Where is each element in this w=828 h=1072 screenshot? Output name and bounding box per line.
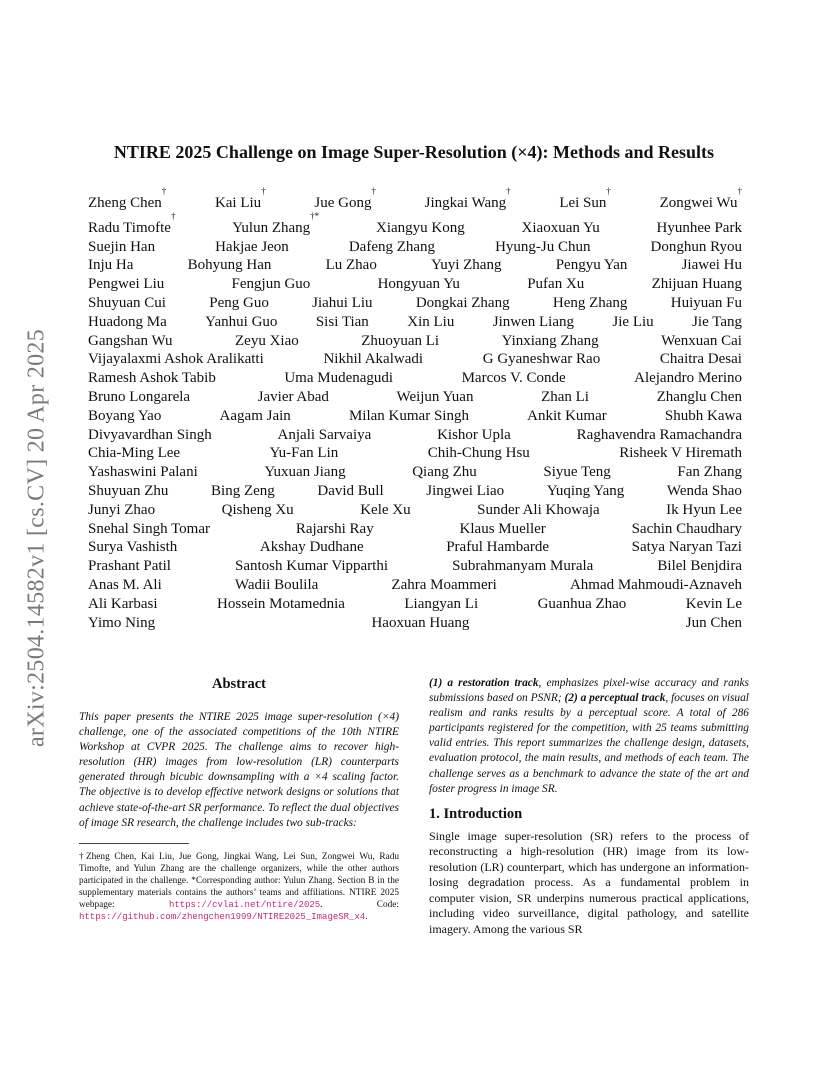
author-name: Junyi Zhao (88, 501, 156, 518)
author-name: Pengyu Yan (555, 257, 628, 274)
author-name: G Gyaneshwar Rao (482, 351, 601, 368)
author-name: Suejin Han (88, 238, 156, 255)
author-name: Jinwen Liang (492, 313, 574, 330)
introduction-heading: 1. Introduction (429, 805, 523, 822)
author-name: Akshay Dudhane (259, 539, 364, 556)
author-name: Yanhui Guo (205, 313, 278, 330)
author-name: Yuxuan Jiang (264, 464, 346, 481)
author-name: Prashant Patil (88, 558, 171, 575)
author-name: Bing Zeng (211, 482, 275, 499)
author-name: Xiaoxuan Yu (521, 219, 600, 236)
author-row (88, 463, 742, 482)
author-row (88, 332, 742, 351)
author-name: Rajarshi Ray (295, 520, 374, 537)
author-name: Qisheng Xu (221, 501, 294, 518)
author-name: Jun Chen (685, 614, 742, 631)
author-name: David Bull (317, 482, 384, 499)
author-name: Risheek V Hiremath (619, 445, 742, 462)
author-name: Gangshan Wu (88, 332, 173, 349)
author-name: Hakjae Jeon (215, 238, 289, 255)
author-row (88, 538, 742, 557)
author-name: Anjali Sarvaiya (277, 426, 372, 443)
author-name: Qiang Zhu (412, 464, 477, 481)
author-name: Hyung-Ju Chun (495, 238, 591, 255)
author-name: Peng Guo (209, 294, 269, 311)
left-column (79, 676, 399, 923)
author-name: Yuyi Zhang (431, 257, 502, 274)
author-name: Zahra Moammeri (391, 576, 497, 593)
author-list (88, 186, 742, 632)
author-name: Siyue Teng (543, 464, 611, 481)
author-name: Donghun Ryou (650, 238, 742, 255)
author-name: Guanhua Zhao (537, 595, 627, 612)
author-name: Anas M. Ali (88, 576, 162, 593)
author-row (88, 520, 742, 539)
author-name: Zhijuan Huang (651, 276, 742, 293)
author-name: Shuyuan Zhu (88, 482, 169, 499)
author-name: Jiawei Hu (681, 257, 742, 274)
author-name: Yimo Ning (88, 614, 156, 631)
author-name: Alejandro Merino (634, 370, 742, 387)
author-name: Aagam Jain (219, 407, 291, 424)
author-name: Divyavardhan Singh (88, 426, 212, 443)
author-name: Jie Liu (612, 313, 654, 330)
author-name: Heng Zhang (552, 294, 628, 311)
author-row (88, 614, 742, 633)
author-name: Hyunhee Park (656, 219, 742, 236)
author-name: Santosh Kumar Vipparthi (235, 558, 388, 575)
code-link[interactable]: https://github.com/zhengchen1999/NTIRE2025_ImageSR_x4 (79, 912, 366, 923)
author-name: Hongyuan Yu (377, 276, 460, 293)
author-name: Zhan Li (541, 388, 589, 405)
author-name: Kele Xu (360, 501, 411, 518)
author-name: Yulun Zhang†* (232, 210, 320, 236)
author-name: Uma Mudenagudi (284, 370, 394, 387)
author-row (88, 369, 742, 388)
footnote-mid: . Code: (320, 900, 400, 911)
author-row (88, 501, 742, 520)
author-name: Dongkai Zhang (415, 294, 510, 311)
right-column (429, 676, 749, 937)
author-name: Snehal Singh Tomar (88, 520, 210, 537)
author-name: Weijun Yuan (396, 388, 474, 405)
perceptual-track-label: (2) a perceptual track (564, 692, 666, 705)
author-name: Xiangyu Kong (375, 219, 465, 236)
author-name: Bohyung Han (187, 257, 272, 274)
author-name: Fengjun Guo (231, 276, 311, 293)
author-name: Sisi Tian (315, 313, 369, 330)
author-name: Radu Timofte† (88, 210, 176, 236)
author-name: Hossein Motamednia (217, 595, 345, 612)
author-name: Jue Gong† (314, 186, 376, 211)
author-name: Sunder Ali Khowaja (477, 501, 600, 518)
author-name: Surya Vashisth (88, 539, 178, 556)
author-name: Fan Zhang (677, 464, 742, 481)
abstract-continued (429, 676, 749, 797)
paper-title: NTIRE 2025 Challenge on Image Super-Resolution (×4): Methods and Results (113, 142, 715, 162)
author-name: Vijayalaxmi Ashok Aralikatti (88, 351, 264, 368)
author-name: Lei Sun† (559, 186, 611, 211)
introduction-text: Single image super-resolution (SR) refers to the process of reconstructing a high-resolution (HR) image from its low-resolution (LR) counterpart, which has undergone an information-losing degradation process. As a fundamental problem in computer vision, SR underpins numerous practical applications, including video surveillance, digital pathology, and satellite imagery. Among the various SR (429, 828, 749, 936)
webpage-link[interactable]: https://cvlai.net/ntire/2025 (168, 900, 321, 911)
footnote-end: . (365, 912, 368, 923)
author-name: Pengwei Liu (88, 276, 165, 293)
author-name: Ik Hyun Lee (666, 501, 742, 518)
author-name: Jiahui Liu (312, 294, 373, 311)
author-name: Yuqing Yang (546, 482, 625, 499)
author-name: Jingwei Liao (426, 482, 505, 499)
author-name: Inju Ha (88, 257, 134, 274)
author-row (88, 275, 742, 294)
author-name: Xin Liu (407, 313, 455, 330)
author-name: Yinxiang Zhang (501, 332, 599, 349)
author-name: Liangyan Li (404, 595, 479, 612)
author-name: Jie Tang (692, 313, 742, 330)
author-row (88, 350, 742, 369)
author-name: Wenda Shao (666, 482, 742, 499)
author-name: Chia-Ming Lee (88, 445, 181, 462)
author-name: Ankit Kumar (527, 407, 607, 424)
author-name: Bruno Longarela (88, 388, 191, 405)
author-name: Zongwei Wu† (659, 186, 742, 211)
author-name: Zeyu Xiao (235, 332, 299, 349)
author-name: Bilel Benjdira (657, 558, 742, 575)
author-row (88, 482, 742, 501)
author-name: Yashaswini Palani (88, 464, 198, 481)
author-row (88, 238, 742, 257)
footnote-text: †Zheng Chen, Kai Liu, Jue Gong, Jingkai Wang, Lei Sun, Zongwei Wu, Radu Timofte, and Yulun Zhang are the challenge organizers, while the other authors participated in the challenge. *Corresponding author: Yulun Zhang. Section B in the supplementary materials contains the authors’ teams and affiliations. NTIRE 2025 webpage: (79, 851, 399, 911)
author-row (88, 595, 742, 614)
author-name: Yu-Fan Lin (269, 445, 339, 462)
author-name: Satya Naryan Tazi (631, 539, 742, 556)
author-name: Zhuoyuan Li (361, 332, 440, 349)
perceptual-track-text: , focuses on visual realism and ranks results by a perceptual score. A total of 286 participants registered for the competition, with 25 teams submitting valid entries. This report summarizes the challenge design, datasets, evaluation protocol, the main results, and methods of each team. The challenge serves as a benchmark to advance the state of the art and foster progress in image SR. (429, 692, 749, 795)
author-name: Zheng Chen† (88, 186, 167, 211)
author-name: Huadong Ma (88, 313, 167, 330)
author-name: Shuyuan Cui (88, 294, 166, 311)
author-name: Kevin Le (685, 595, 742, 612)
author-name: Ahmad Mahmoudi-Aznaveh (569, 576, 742, 593)
author-name: Ramesh Ashok Tabib (88, 370, 216, 387)
footnote-rule (79, 843, 189, 844)
abstract-text: This paper presents the NTIRE 2025 image super-resolution (×4) challenge, one of the associated competitions of the 10th NTIRE Workshop at CVPR 2025. The challenge aims to recover high-resolution (HR) images from low-resolution (LR) counterparts generated through bicubic downsampling with a ×4 scaling factor. The objective is to develop effective network designs or solutions that achieve state-of-the-art SR performance. To reflect the dual objectives of image SR research, the challenge includes two sub-tracks: (79, 711, 399, 829)
restoration-track-label: (1) a restoration track (429, 677, 539, 689)
author-name: Zhanglu Chen (656, 388, 742, 405)
author-name: Chaitra Desai (659, 351, 742, 368)
author-row (88, 557, 742, 576)
author-row (88, 444, 742, 463)
author-name: Wadii Boulila (234, 576, 319, 593)
abstract-heading: Abstract (212, 676, 266, 692)
arxiv-identifier-sidebar (22, 300, 52, 775)
author-name: Nikhil Akalwadi (323, 351, 424, 368)
author-name: Huiyuan Fu (670, 294, 742, 311)
author-row (88, 294, 742, 313)
author-name: Kishor Upla (437, 426, 511, 443)
author-name: Dafeng Zhang (348, 238, 436, 255)
author-name: Subrahmanyam Murala (452, 558, 594, 575)
author-row (88, 256, 742, 275)
author-name: Sachin Chaudhary (631, 520, 742, 537)
author-row (88, 576, 742, 595)
author-name: Wenxuan Cai (661, 332, 742, 349)
author-name: Boyang Yao (88, 407, 162, 424)
author-row (88, 210, 742, 238)
author-name: Raghavendra Ramachandra (576, 426, 742, 443)
author-name: Chih-Chung Hsu (427, 445, 530, 462)
author-row (88, 388, 742, 407)
author-name: Haoxuan Huang (371, 614, 470, 631)
author-name: Lu Zhao (325, 257, 377, 274)
footnote (79, 851, 399, 924)
author-row (88, 426, 742, 445)
author-name: Kai Liu† (214, 186, 266, 211)
author-name: Marcos V. Conde (461, 370, 566, 387)
author-name: Praful Hambarde (446, 539, 550, 556)
author-name: Shubh Kawa (664, 407, 742, 424)
arxiv-identifier: arXiv:2504.14582v1 [cs.CV] 20 Apr 2025 (23, 328, 50, 747)
author-row (88, 186, 742, 213)
author-name: Javier Abad (257, 388, 329, 405)
author-name: Jingkai Wang† (424, 186, 511, 211)
author-name: Milan Kumar Singh (348, 407, 469, 424)
author-name: Klaus Mueller (459, 520, 546, 537)
author-row (88, 407, 742, 426)
restoration-track-text: , emphasizes pixel-wise accuracy and ranks submissions based on PSNR; (429, 677, 749, 705)
author-name: Ali Karbasi (88, 595, 158, 612)
author-name: Pufan Xu (527, 276, 585, 293)
author-row (88, 313, 742, 332)
